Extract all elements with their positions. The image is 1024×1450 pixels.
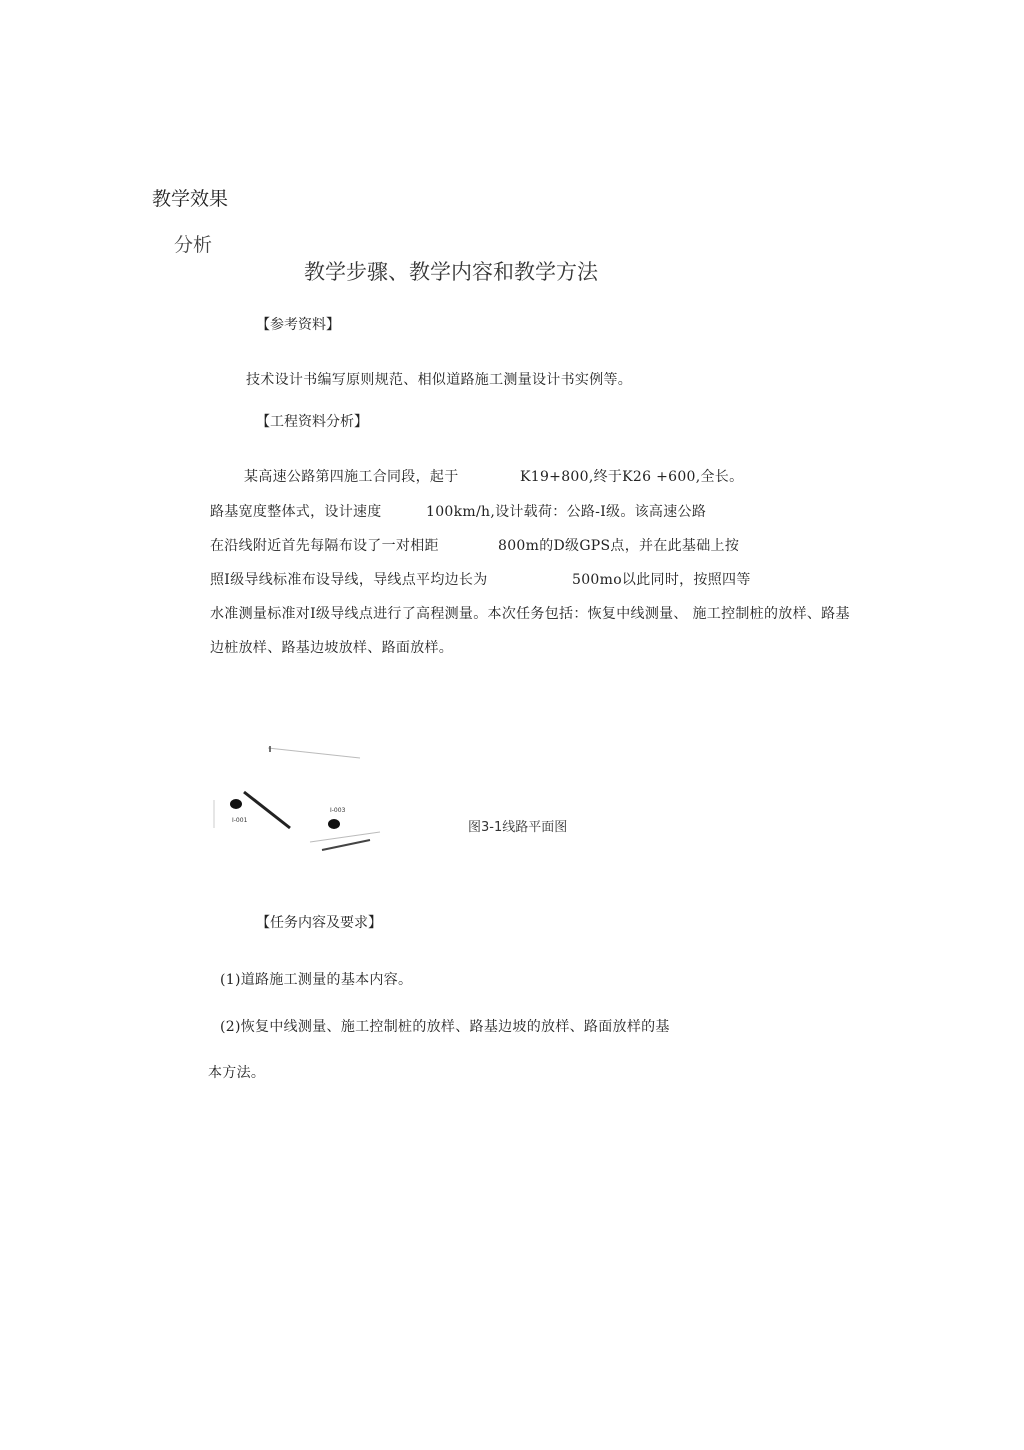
label-right: I-003: [330, 807, 346, 814]
route-line-left: [244, 792, 290, 828]
figure-top-line: [268, 748, 360, 758]
analysis-line-6: 边桩放样、路基边坡放样、路面放样。: [210, 640, 454, 656]
side-title: 教学效果: [152, 188, 229, 210]
control-point-right: [328, 819, 340, 829]
task-item-2: (2)恢复中线测量、施工控制桩的放样、路基边坡的放样、路面放样的基: [220, 1019, 670, 1035]
route-line-bottom: [322, 840, 370, 850]
analysis-line-1b: K19+800,终于K26 +600,全长。: [520, 469, 744, 485]
page-heading: 教学步骤、教学内容和教学方法: [304, 260, 598, 284]
label-left: I-001: [232, 817, 248, 824]
figure-caption: 图3-1线路平面图: [468, 820, 568, 835]
analysis-line-3b: 800m的D级GPS点，并在此基础上按: [498, 538, 740, 554]
analysis-line-2a: 路基宽度整体式，设计速度: [210, 504, 382, 520]
side-subtitle: 分析: [174, 234, 213, 256]
control-point-left: [230, 799, 242, 809]
route-plan-figure: [210, 742, 400, 854]
references-text: 技术设计书编写原则规范、相似道路施工测量设计书实例等。: [246, 372, 633, 388]
references-label: 【参考资料】: [256, 317, 340, 333]
analysis-line-1a: 某高速公路第四施工合同段，起于: [244, 469, 459, 485]
analysis-line-4b: 500mo以此同时，按照四等: [572, 572, 751, 588]
tasks-label: 【任务内容及要求】: [256, 915, 382, 931]
task-item-2-cont: 本方法。: [208, 1065, 266, 1081]
task-item-1: (1)道路施工测量的基本内容。: [220, 972, 413, 988]
analysis-line-5: 水准测量标准对I级导线点进行了高程测量。本次任务包括：恢复中线测量、 施工控制桩的放样、路基: [210, 606, 850, 622]
analysis-line-4a: 照I级导线标准布设导线，导线点平均边长为: [210, 572, 488, 588]
analysis-line-3a: 在沿线附近首先每隔布设了一对相距: [210, 538, 439, 554]
analysis-label: 【工程资料分析】: [256, 414, 368, 430]
analysis-line-2b: 100km/h,设计载荷：公路-I级。该高速公路: [426, 504, 707, 520]
